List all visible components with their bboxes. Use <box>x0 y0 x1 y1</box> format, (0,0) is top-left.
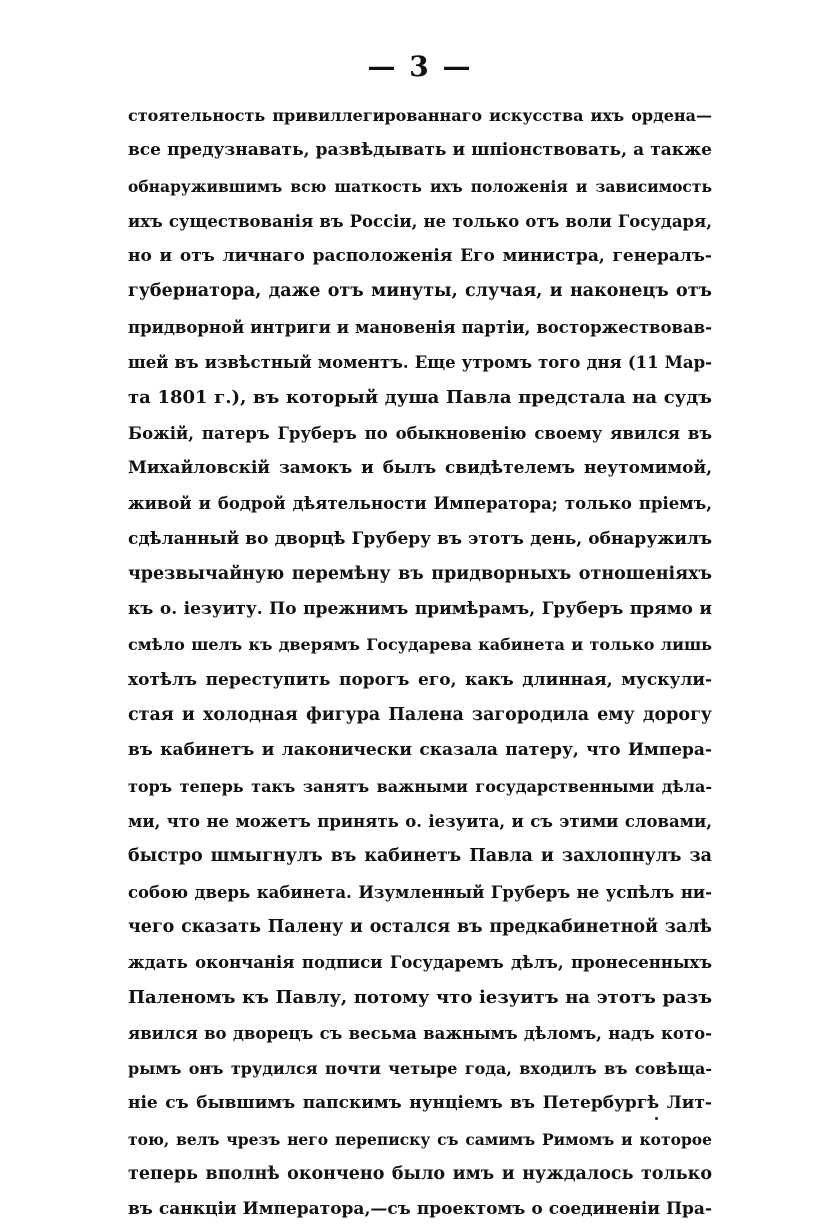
text-line: хотѣлъ переступить порогъ его, какъ длинная, мускули- <box>128 669 712 690</box>
text-line: ніе съ бывшимъ папскимъ нунціемъ въ Петербургѣ Лит- <box>128 1093 712 1114</box>
text-line: ми, что не можетъ принять о. іезуита, и съ этими словами, <box>128 811 712 831</box>
text-line: Михайловскій замокъ и былъ свидѣтелемъ неутомимой, <box>128 457 712 478</box>
text-line: сдѣланный во дворцѣ Груберу въ этотъ день, обнаружилъ <box>128 528 712 549</box>
page-number: — 3 — <box>367 50 473 83</box>
text-line: ихъ существованія въ Россіи, не только отъ воли Государя, <box>128 211 712 231</box>
text-line: все предузнавать, развѣдывать и шпіонствовать, а также <box>128 140 712 161</box>
text-line: чрезвычайную перемѣну въ придворныхъ отношеніяхъ <box>128 563 712 584</box>
text-line: стая и холодная фигура Палена загородила ему дорогу <box>128 705 712 726</box>
text-line: обнаружившимъ всю шаткость ихъ положенія и зависимость <box>128 176 712 196</box>
text-line: смѣло шелъ къ дверямъ Государева кабинета и только лишь <box>128 635 712 655</box>
text-line: но и отъ личнаго расположенія Его министра, генералъ- <box>128 246 712 267</box>
text-line: явился во дворецъ съ весьма важнымъ дѣломъ, надъ кото- <box>128 1023 712 1043</box>
text-line: придворной интриги и мановенія партіи, восторжествовав- <box>128 317 712 337</box>
text-line: Божій, патеръ Груберъ по обыкновенію своему явился въ <box>128 423 712 443</box>
text-line: шей въ извѣстный моментъ. Еще утромъ того дня (11 Мар- <box>128 353 712 373</box>
text-line: стоятельность привиллегированнаго искусства ихъ ордена— <box>128 106 712 125</box>
text-line: собою дверь кабинета. Изумленный Груберъ не успѣлъ ни- <box>128 882 712 902</box>
text-line: ждать окончанія подписи Государемъ дѣлъ, пронесенныхъ <box>128 953 712 973</box>
text-line: быстро шмыгнулъ въ кабинетъ Павла и захлопнулъ за <box>128 846 712 867</box>
text-line: теперь вполнѣ окончено было имъ и нуждалось только <box>128 1163 712 1184</box>
text-line: Паленомъ къ Павлу, потому что іезуитъ на этотъ разъ <box>128 987 712 1009</box>
body-text <box>128 98 712 1228</box>
text-line: въ кабинетъ и лаконически сказала патеру, что Импера- <box>128 740 712 761</box>
text-line: рымъ онъ трудился почти четыре года, входилъ въ совѣща- <box>128 1059 712 1079</box>
text-line: чего сказать Палену и остался въ предкабинетной залѣ <box>128 916 712 937</box>
text-line: тою, велъ чрезъ него переписку съ самимъ Римомъ и которое <box>128 1129 712 1149</box>
text-line: торъ теперь такъ занятъ важными государственными дѣла- <box>128 776 712 796</box>
text-line: къ о. іезуиту. По прежнимъ примѣрамъ, Груберъ прямо и <box>128 599 712 620</box>
text-line: въ санкціи Императора,—съ проектомъ о соединеніи Пра- <box>128 1199 712 1220</box>
text-line: та 1801 г.), въ который душа Павла предстала на судъ <box>128 387 712 409</box>
text-line: живой и бодрой дѣятельности Императора; только пріемъ, <box>128 494 712 514</box>
ink-speck <box>655 1117 658 1120</box>
text-line: губернатора, даже отъ минуты, случая, и наконецъ отъ <box>128 281 712 302</box>
